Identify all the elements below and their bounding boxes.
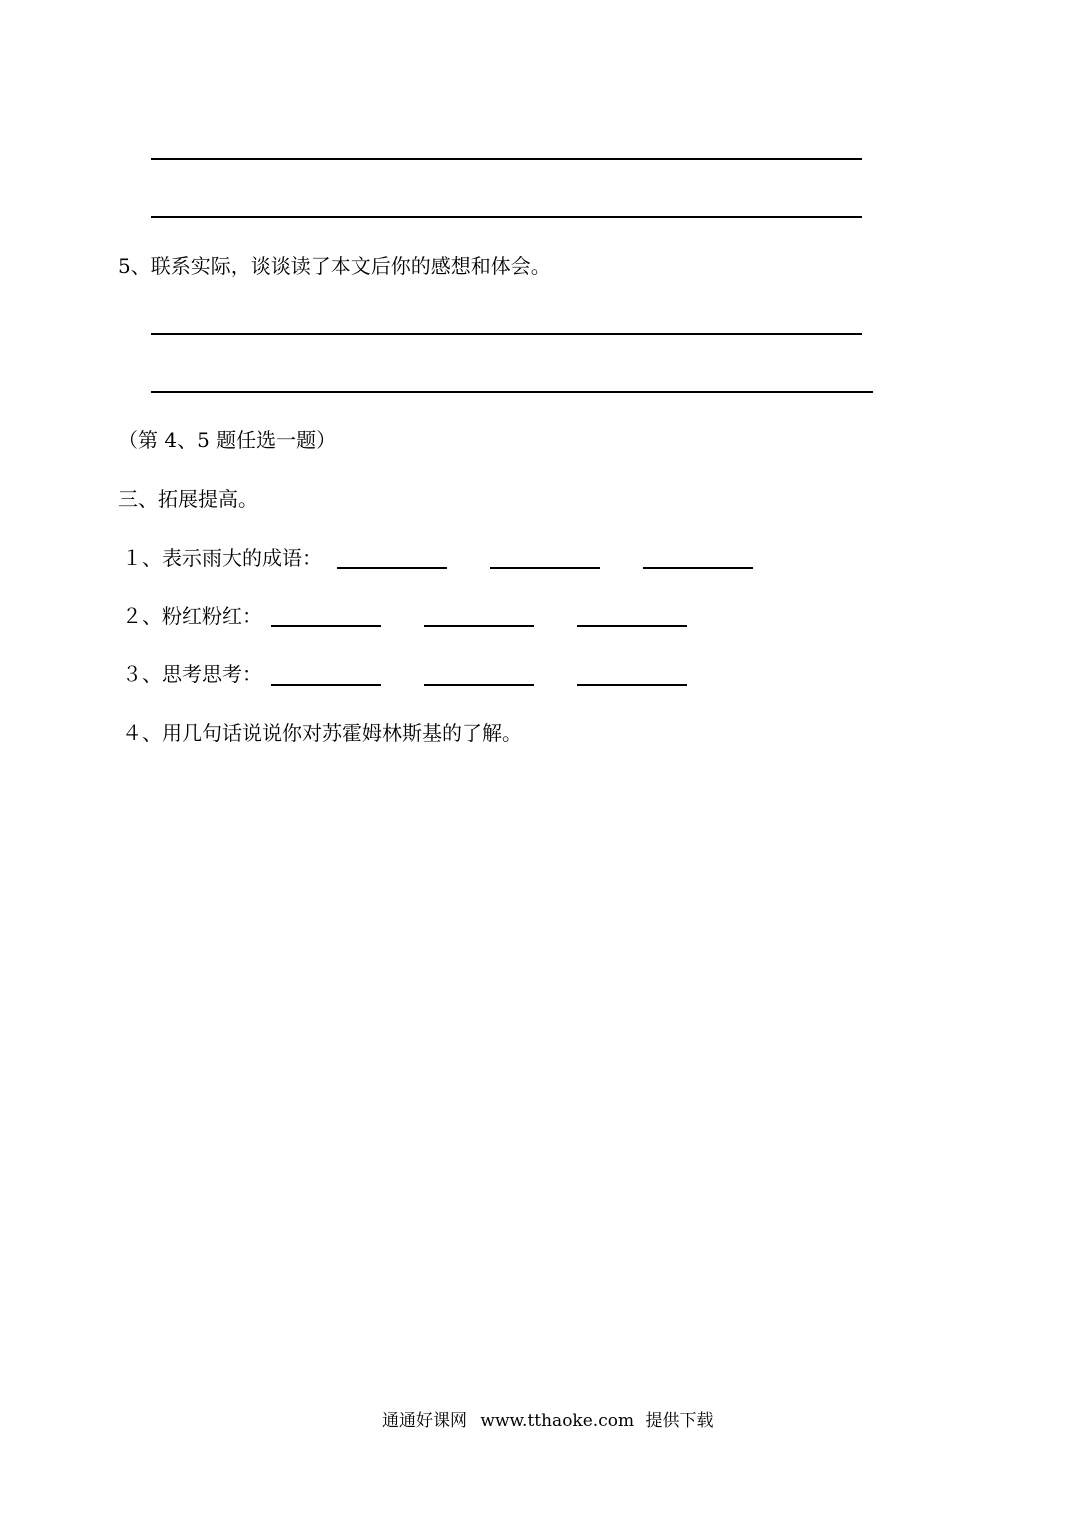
item-number: ３、 xyxy=(122,662,162,686)
blank-line[interactable] xyxy=(577,684,687,686)
question-text: 联系实际，谈谈读了本文后你的感想和体会。 xyxy=(150,254,551,278)
blank-line[interactable] xyxy=(424,625,534,627)
blank-line[interactable] xyxy=(271,684,381,686)
item-text: 表示雨大的成语： xyxy=(162,546,322,570)
item-number: ２、 xyxy=(122,604,162,628)
footer-suffix: 提供下载 xyxy=(645,1411,714,1431)
blank-line[interactable] xyxy=(643,567,753,569)
answer-line[interactable] xyxy=(151,216,862,218)
choice-note: （第 4、5 题任选一题） xyxy=(118,428,337,452)
item-text: 用几句话说说你对苏霍姆林斯基的了解。 xyxy=(162,721,522,745)
extension-item-1 xyxy=(122,546,322,570)
blank-line[interactable] xyxy=(337,567,447,569)
blank-line[interactable] xyxy=(424,684,534,686)
blank-line[interactable] xyxy=(577,625,687,627)
extension-item-2 xyxy=(122,604,262,628)
extension-item-3 xyxy=(122,662,262,686)
section-title: 三、拓展提高。 xyxy=(118,487,258,511)
blank-line[interactable] xyxy=(490,567,600,569)
extension-item-4 xyxy=(122,721,522,745)
item-number: １、 xyxy=(122,546,162,570)
answer-line[interactable] xyxy=(151,158,862,160)
page-footer xyxy=(382,1410,713,1432)
item-number: ４、 xyxy=(122,721,162,745)
answer-line[interactable] xyxy=(151,391,873,393)
item-text: 思考思考： xyxy=(162,662,262,686)
footer-url[interactable]: www.tthaoke.com xyxy=(480,1411,635,1431)
answer-line[interactable] xyxy=(151,333,862,335)
footer-site-name: 通通好课网 xyxy=(382,1411,467,1431)
item-text: 粉红粉红： xyxy=(162,604,262,628)
blank-line[interactable] xyxy=(271,625,381,627)
question-5 xyxy=(118,254,551,278)
question-number: 5、 xyxy=(118,254,151,278)
